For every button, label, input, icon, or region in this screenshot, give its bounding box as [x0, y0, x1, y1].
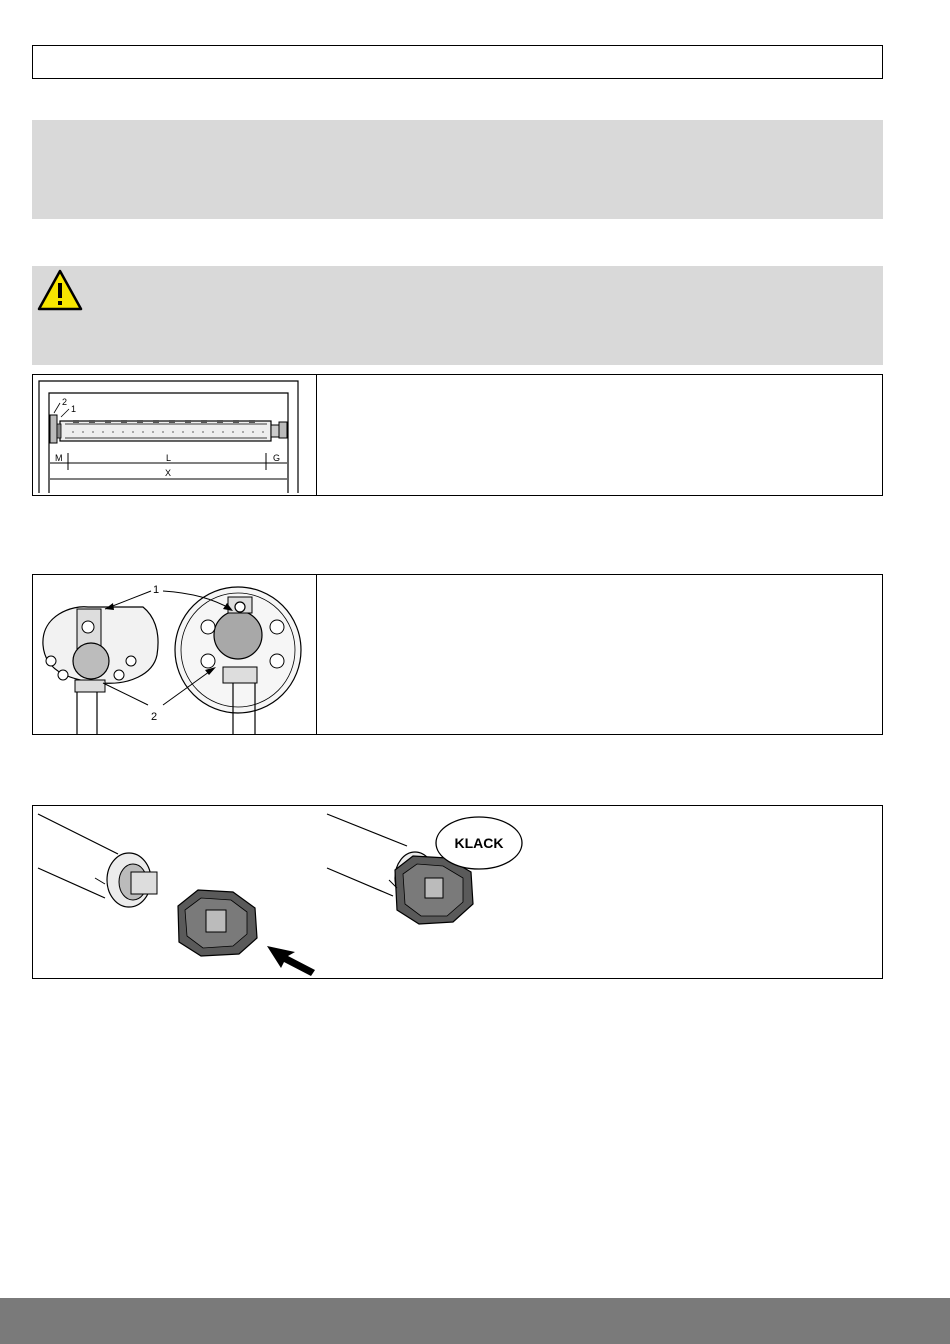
dim-m-label: M: [55, 453, 63, 463]
warning-triangle-icon: [36, 268, 84, 312]
tube-dimension-diagram: [33, 375, 316, 495]
callout-2-label: 2: [62, 397, 68, 407]
callout-1-label: 1: [153, 584, 160, 596]
motor-head-diagram: [33, 575, 316, 734]
callout-1-label: 1: [71, 404, 77, 414]
adapter-attach-diagram: [33, 806, 553, 978]
callout-2-label: 2: [151, 711, 158, 723]
info-box: [32, 120, 883, 219]
dim-x-label: X: [165, 468, 172, 478]
dim-g-label: G: [273, 453, 281, 463]
figure-2-divider: [316, 575, 317, 734]
figure-1-panel: [32, 374, 883, 496]
header-box: [32, 45, 883, 79]
klack-label: KLACK: [454, 835, 504, 851]
figure-3-panel: [32, 805, 883, 979]
footer-bar: [0, 1298, 950, 1344]
dim-l-label: L: [166, 453, 172, 463]
figure-2-panel: [32, 574, 883, 735]
figure-1-divider: [316, 375, 317, 495]
warning-box: [32, 266, 883, 365]
